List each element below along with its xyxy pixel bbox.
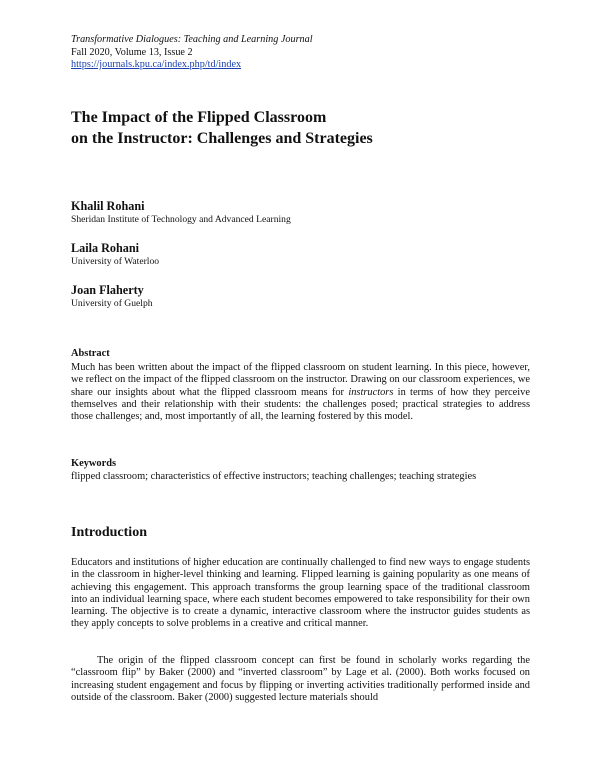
article-title-line1: The Impact of the Flipped Classroom xyxy=(71,109,327,126)
abstract-text xyxy=(71,362,530,423)
journal-url-link[interactable]: https://journals.kpu.ca/index.php/td/index xyxy=(71,59,242,70)
author-name: Laila Rohani xyxy=(71,241,140,255)
intro-paragraph-2: The origin of the flipped classroom concept can first be found in scholarly works regarding the “classroom flip” by Baker (2000) and “inverted classroom” by Lage et al. (2000). Both works focused on increasing student engagement and focus by flipping or inverting activities traditionally performed inside and outside of the classroom. Baker (2000) suggested lecture materials should xyxy=(71,655,530,703)
article-title-line2: on the Instructor: Challenges and Strategies xyxy=(71,130,373,147)
author-affiliation: Sheridan Institute of Technology and Advanced Learning xyxy=(71,214,291,225)
journal-header xyxy=(71,34,313,72)
keywords-text: flipped classroom; characteristics of effective instructors; teaching challenges; teaching strategies xyxy=(71,471,477,482)
journal-issue: Fall 2020, Volume 13, Issue 2 xyxy=(71,46,193,58)
abstract-text-part2: in terms of how they perceive themselves and their relationship with their students: the challenges posed; practical strategies to address those challenges; and, most importantly of all, the learning fostered by this model. xyxy=(71,386,530,423)
introduction-heading: Introduction xyxy=(71,525,147,540)
author-block xyxy=(71,241,159,268)
journal-title: Transformative Dialogues: Teaching and Learning Journal xyxy=(71,34,313,45)
author-affiliation: University of Guelph xyxy=(71,298,153,309)
abstract-heading: Abstract xyxy=(71,348,110,359)
abstract-text-part1: Much has been written about the impact of the flipped classroom on student learning. In this piece, however, we reflect on the impact of the flipped classroom on the instructor. Drawing on our classroom experiences, we share our insights about what the flipped classroom means for xyxy=(71,362,530,398)
intro-paragraph-1: Educators and institutions of higher education are continually challenged to find new ways to engage students in the classroom in higher-level thinking and learning. Flipped learning is gaining popularity as one means of achieving this engagement. This approach transforms the group learning space of the traditional classroom into an individual learning space, where each student becomes empowered to take responsibility for their own learning. The objective is to create a dynamic, interactive classroom where the instructor guides students as they apply concepts to solve problems in a creative and critical manner. xyxy=(71,557,530,630)
abstract-emphasis: instructors xyxy=(348,386,394,398)
author-name: Khalil Rohani xyxy=(71,199,145,213)
keywords-heading: Keywords xyxy=(71,458,117,469)
author-block xyxy=(71,283,153,310)
author-block xyxy=(71,199,291,226)
author-affiliation: University of Waterloo xyxy=(71,256,160,267)
article-title xyxy=(71,107,531,149)
author-name: Joan Flaherty xyxy=(71,283,144,297)
